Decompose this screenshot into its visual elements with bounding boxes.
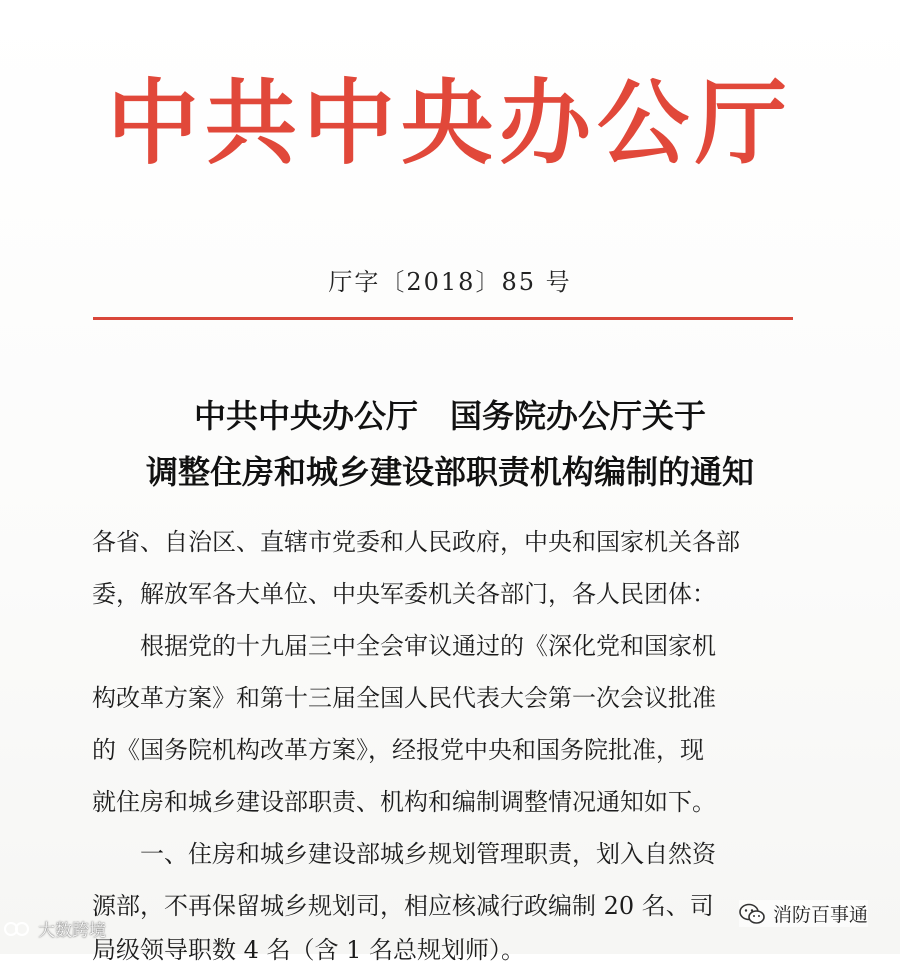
document-title-line-2: 调整住房和城乡建设部职责机构编制的通知 <box>145 453 754 491</box>
watermark-left-text: 大数跨境 <box>38 921 106 941</box>
body-line-2: 委，解放军各大单位、中央军委机关各部门，各人民团体： <box>92 580 716 608</box>
body-line-5: 的《国务院机构改革方案》，经报党中央和国务院批准，现 <box>92 736 704 764</box>
document-number: 厅字〔2018〕85 号 <box>328 268 572 296</box>
document-title-line-1: 中共中央办公厅 国务院办公厅关于 <box>193 397 706 435</box>
watermark-right <box>739 900 868 927</box>
issuer-masthead: 中共中央办公厅 <box>106 70 793 177</box>
body-line-6: 就住房和城乡建设部职责、机构和编制调整情况通知如下。 <box>92 788 716 816</box>
watermark-right-text: 消防百事通 <box>772 904 868 926</box>
watermark-logo-icon <box>4 920 34 938</box>
body-line-9: 局级领导职数 4 名（含 1 名总规划师）。 <box>92 936 526 964</box>
watermark-left <box>4 916 106 941</box>
wechat-icon <box>739 903 765 925</box>
body-line-7: 一、住房和城乡建设部城乡规划管理职责，划入自然资 <box>92 840 716 868</box>
body-line-3: 根据党的十九届三中全会审议通过的《深化党和国家机 <box>92 632 716 660</box>
red-divider-line <box>93 317 793 320</box>
body-line-4: 构改革方案》和第十三届全国人民代表大会第一次会议批准 <box>92 684 716 712</box>
body-line-1: 各省、自治区、直辖市党委和人民政府，中央和国家机关各部 <box>92 528 740 556</box>
body-line-8: 源部，不再保留城乡规划司，相应核减行政编制 20 名、司 <box>92 892 714 920</box>
